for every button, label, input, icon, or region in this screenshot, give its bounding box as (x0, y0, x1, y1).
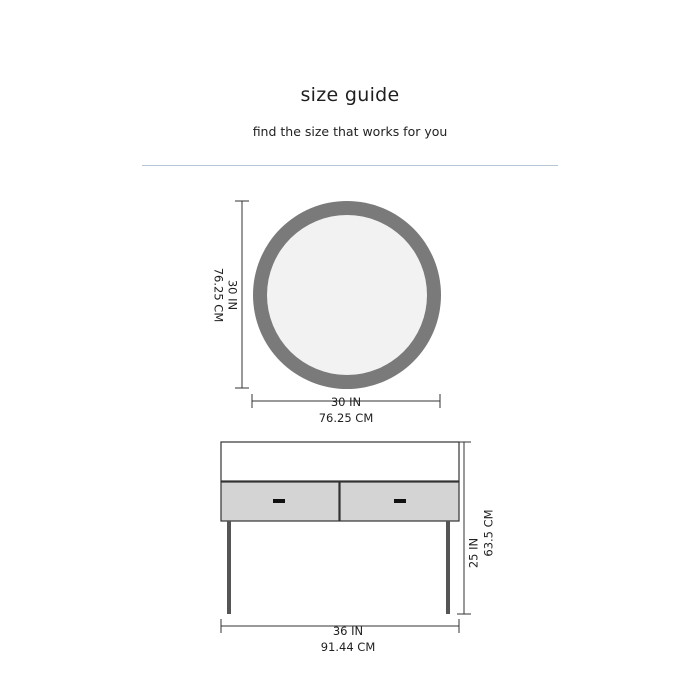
leg-right (446, 521, 450, 614)
drawer-right-handle (394, 499, 406, 503)
leg-left (227, 521, 231, 614)
mirror-width-in-label: 30 IN (330, 395, 362, 409)
mirror-height-cm-label: 76.25 CM (211, 267, 226, 323)
mirror-glass (267, 215, 427, 375)
console-width-cm-label: 91.44 CM (320, 640, 376, 654)
page-title: size guide (300, 84, 400, 106)
page-subtitle: find the size that works for you (252, 124, 448, 139)
console-width-in-label: 36 IN (332, 624, 364, 638)
round-mirror (253, 201, 441, 389)
console-height-cm-label: 63.5 CM (481, 509, 496, 557)
console-height-in-label: 25 IN (466, 537, 481, 569)
console-top (221, 442, 459, 481)
mirror-width-cm-label: 76.25 CM (318, 411, 374, 425)
mirror-height-in-label: 30 IN (225, 279, 240, 311)
drawer-left-handle (273, 499, 285, 503)
console-table (221, 442, 459, 614)
